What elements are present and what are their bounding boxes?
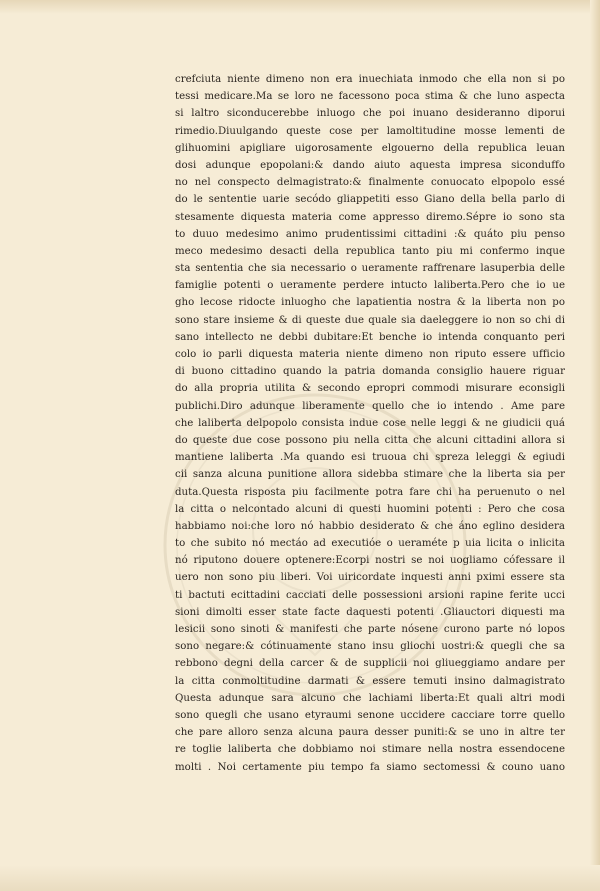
text-line: tessi medicare.Ma se loro ne facessono poca stima & che luno aspecta xyxy=(175,91,565,103)
page-edge-top xyxy=(0,0,600,14)
text-line: do le sententie uarie secódo gliappetiti esso Giano della bella parlo di xyxy=(175,194,565,206)
text-line: mantiene laliberta .Ma quando esi truoua chi spreza leleggi & egiudi xyxy=(175,452,565,464)
text-line: sono quegli che usano etyraumi senone uccidere cacciare torre quello xyxy=(175,709,565,721)
text-line: si laltro siconducerebbe inluogo che poi inuano desideranno diporui xyxy=(175,108,565,120)
text-line: uero non sono piu liberi. Voi uiricordate inquesti anni pximi essere sta xyxy=(175,572,565,584)
text-line: glihuomini apigliare uigorosamente elgouerno della republica leuan xyxy=(175,142,565,154)
text-line: to duuo medesimo animo prudentissimi cittadini :& quáto piu penso xyxy=(175,228,565,240)
text-line: la citta conmoltitudine darmati & essere temuti insino dalmagistrato xyxy=(175,675,565,687)
text-block xyxy=(175,71,565,776)
text-line: rebbono degni della carcer & de supplicii noi gliueggiamo andare per xyxy=(175,658,565,670)
text-line: stesamente diquesta materia come appresso diremo.Sépre io sono sta xyxy=(175,211,565,223)
text-line: sta sententia che sia necessario o ueramente raffrenare lasuperbia delle xyxy=(175,263,565,275)
text-line: ti bactuti ecittadini cacciati delle possessioni arsioni rapine ferite ucci xyxy=(175,589,565,601)
text-line: cii sanza alcuna punitione allora sidebba stimare che la liberta sia per xyxy=(175,469,565,481)
text-line: che laliberta delpopolo consista indue cose nelle leggi & ne giudicii quá xyxy=(175,417,565,429)
text-line: sano intellecto ne debbi dubitare:Et benche io intenda conquanto peri xyxy=(175,331,565,343)
text-line: dosi adunque epopolani:& dando aiuto aquesta impresa siconduffo xyxy=(175,159,565,171)
text-line: duta.Questa risposta piu facilmente potra fare chi ha peruenuto o nel xyxy=(175,486,565,498)
text-line: gho lecose ridocte inluogho che lapatientia nostra & la liberta non po xyxy=(175,297,565,309)
text-line: re toglie laliberta che dobbiamo noi stimare nella nostra essendocene xyxy=(175,744,565,756)
text-line: publichi.Diro adunque liberamente quello che io intendo . Ame pare xyxy=(175,400,565,412)
text-line: famiglie potenti o ueramente perdere intucto laliberta.Pero che io ue xyxy=(175,280,565,292)
text-line: sono negare:& cótinuamente stano insu gliochi uostri:& quegli che sa xyxy=(175,641,565,653)
text-line: nó riputono douere optenere:Ecorpi nostri se noi uogliamo cófessare il xyxy=(175,555,565,567)
page-edge-right xyxy=(590,0,600,891)
text-line: lesicii sono sinoti & manifesti che parte nósene curono parte nó lopos xyxy=(175,624,565,635)
text-line: no nel conspecto delmagistrato:& finalmente conuocato elpopolo essé xyxy=(175,177,565,189)
text-line: do queste due cose possono piu nella citta che alcuni cittadini allora si xyxy=(175,434,565,446)
text-line: rimedio.Diuulgando queste cose per lamoltitudine mosse lementi de xyxy=(175,125,565,137)
text-line: habbiamo noi:che loro nó habbio desiderato & che áno eglino desidera xyxy=(175,520,565,532)
text-line: sioni dimolti esser state facte daquesti potenti .Gliauctori diquesti ma xyxy=(175,606,565,618)
text-line: meco medesimo desacti della republica tanto piu mi confermo inque xyxy=(175,245,565,257)
text-line: molti . Noi certamente piu tempo fa siamo sectomessi & couno uano xyxy=(175,761,565,773)
text-line: di buono cittadino quando la patria domanda consiglio hauere riguar xyxy=(175,366,565,378)
text-line: la citta o nelcontado alcuni di questi huomini potenti : Pero che cosa xyxy=(175,503,565,515)
text-line: do alla propria utilita & secondo epropri commodi misurare econsigli xyxy=(175,383,565,395)
page-edge-bottom xyxy=(0,865,600,891)
text-line: sono stare insieme & di queste due quale sia daeleggere io non so chi di xyxy=(175,314,565,326)
text-line: che pare alloro senza alcuna paura desser puniti:& se uno in altre ter xyxy=(175,727,565,739)
text-line: Questa adunque sara alcuno che lachiami liberta:Et quali altri modi xyxy=(175,692,565,704)
text-line: to che subito nó mectáo ad executióe o ueraméte p uia licita o inlicita xyxy=(175,538,565,550)
text-line: crefciuta niente dimeno non era inuechiata inmodo che ella non si po xyxy=(175,74,565,85)
text-line: colo io parli diquesta materia niente dimeno non riputo essere ufficio xyxy=(175,349,565,360)
